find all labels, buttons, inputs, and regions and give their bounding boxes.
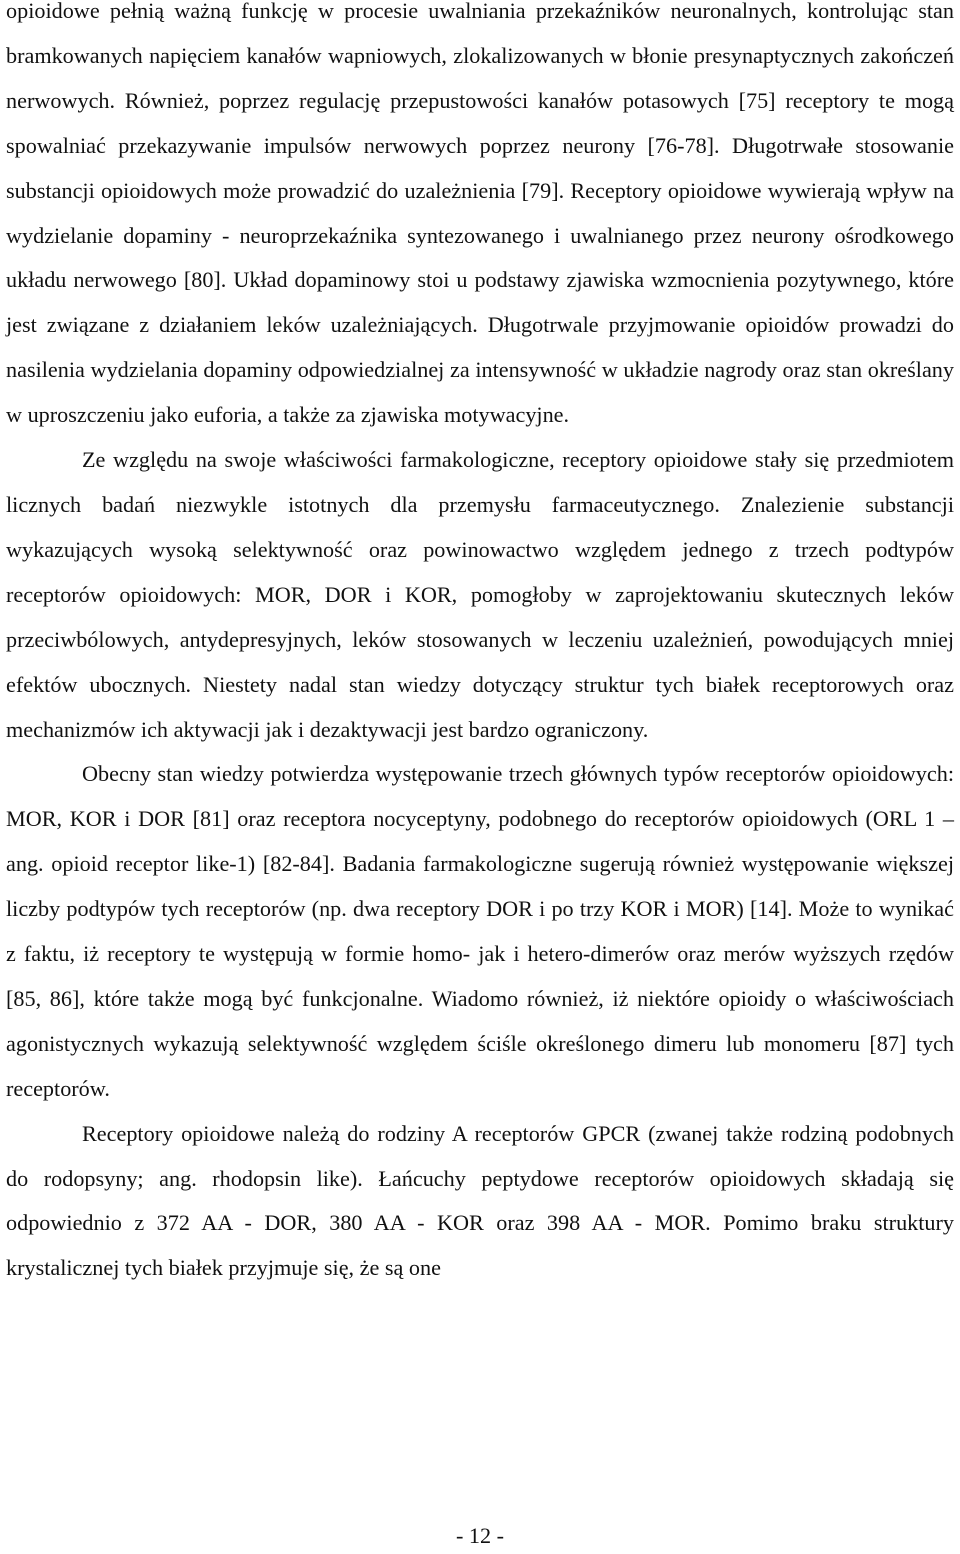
paragraph-4: Receptory opioidowe należą do rodziny A receptorów GPCR (zwanej także rodziną podobnych do rodopsyny; ang. rhodopsin like). Łańcuchy peptydowe receptorów opioidowych składają się odpowiednio z 372 AA - DOR, 380 AA - KOR oraz 398 AA - MOR. Pomimo braku struktury krystalicznej tych białek przyjmuje się, że są one xyxy=(6,1120,954,1281)
page-number: - 12 - xyxy=(455,1523,505,1548)
paragraph-1: opioidowe pełnią ważną funkcję w procesie uwalniania przekaźników neuronalnych, kontrolując stan bramkowanych napięciem kanałów wapniowych, zlokalizowanych w błonie presynaptycznych zakończeń nerwowych. Również, poprzez regulację przepustowości kanałów potasowych [75] receptory te mogą spowalniać przekazywanie impulsów nerwowych poprzez neurony [76-78]. Długotrwałe stosowanie substancji opioidowych może prowadzić do uzależnienia [79]. Receptory opioidowe wywierają wpływ na wydzielanie dopaminy - neuroprzekaźnika syntezowanego i uwalnianego przez neurony ośrodkowego układu nerwowego [80]. Układ dopaminowy stoi u podstawy zjawiska wzmocnienia pozytywnego, które jest związane z działaniem leków uzależniających. Długotrwale przyjmowanie opioidów prowadzi do nasilenia wydzielania dopaminy odpowiedzialnej za intensywność w układzie nagrody oraz stan określany w uproszczeniu jako euforia, a także za zjawiska motywacyjne. xyxy=(6,0,954,428)
paragraph-3: Obecny stan wiedzy potwierdza występowanie trzech głównych typów receptorów opioidowych: MOR, KOR i DOR [81] oraz receptora nocyceptyny, podobnego do receptorów opioidowych (ORL 1 – ang. opioid receptor like-1) [82-84]. Badania farmakologiczne sugerują również występowanie większej liczby podtypów tych receptorów (np. dwa receptory DOR i po trzy KOR i MOR) [14]. Może to wynikać z faktu, iż receptory te występują w formie homo- jak i hetero-dimerów oraz merów wyższych rzędów [85, 86], które także mogą być funkcjonalne. Wiadomo również, iż niektóre opioidy o właściwościach agonistycznych wykazują selektywność względem ściśle określonego dimeru lub monomeru [87] tych receptorów. xyxy=(6,761,954,1101)
paragraph-2: Ze względu na swoje właściwości farmakologiczne, receptory opioidowe stały się przedmiotem licznych badań niezwykle istotnych dla przemysłu farmaceutycznego. Znalezienie substancji wykazujących wysoką selektywność oraz powinowactwo względem jednego z trzech podtypów receptorów opioidowych: MOR, DOR i KOR, pomogłoby w zaprojektowaniu skutecznych leków przeciwbólowych, antydepresyjnych, leków stosowanych w leczeniu uzależnień, powodujących mniej efektów ubocznych. Niestety nadal stan wiedzy dotyczący struktur tych białek receptorowych oraz mechanizmów ich aktywacji jak i dezaktywacji jest bardzo ograniczony. xyxy=(6,447,954,742)
document-body xyxy=(6,0,954,1291)
